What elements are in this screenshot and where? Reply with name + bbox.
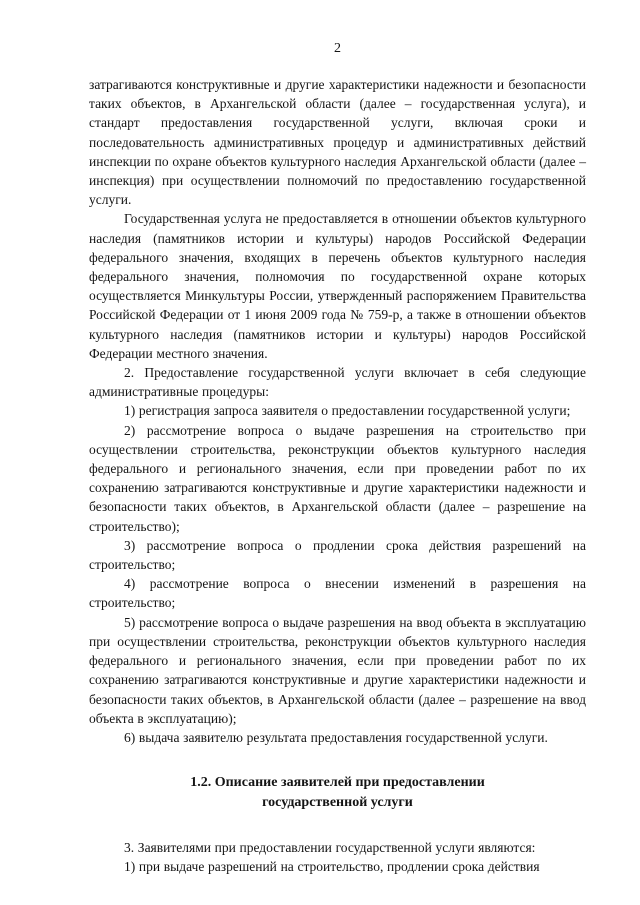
list-item-2: 2) рассмотрение вопроса о выдаче разрешения на строительство при осуществлении строительства, реконструкции объектов культурного наследия федерального и регионального значения, если при проведении работ по их сохранению затрагиваются конструктивные и другие характеристики надежности и безопасности таких объектов, в Архангельской области (далее – разрешение на строительство);: [89, 422, 586, 534]
page-number: 2: [334, 41, 341, 56]
paragraph-not-provided: Государственная услуга не предоставляется в отношении объектов культурного наследия (памятников истории и культуры) народов Российской Федерации федерального значения, входящих в перечень объектов культурного наследия федерального значения, полномочия по государственной охране которых осуществляется Минкультуры России, утвержденный распоряжением Правительства Российской Федерации от 1 июня 2009 года № 759-р, а также в отношении объектов культурного наследия (памятников истории и культуры) народов Российской Федерации местного значения.: [89, 211, 586, 361]
list-item-1: 1) регистрация запроса заявителя о предоставлении государственной услуги;: [124, 403, 571, 419]
paragraph-applicants-item-1: 1) при выдаче разрешений на строительство, продлении срока действия: [124, 859, 540, 875]
list-item-6: 6) выдача заявителю результата предоставления государственной услуги.: [124, 729, 548, 745]
body-text-top: [89, 75, 586, 747]
paragraph-scope-continuation: затрагиваются конструктивные и другие характеристики надежности и безопасности таких объектов, в Архангельской области (далее – государственная услуга), и стандарт предоставления государственной услуги, включая сроки и последовательность административных процедур и административных действий инспекции по охране объектов культурного наследия Архангельской области (далее – инспекция) при осуществлении полномочий по предоставлению государственной услуги.: [89, 77, 586, 208]
paragraph-procedures-intro: 2. Предоставление государственной услуги включает в себя следующие административные процедуры:: [89, 365, 586, 400]
body-text-bottom: [89, 838, 586, 876]
section-heading: [89, 773, 586, 812]
document-page: [89, 40, 586, 877]
section-heading-line-2: государственной услуги: [262, 794, 413, 810]
section-heading-line-1: 1.2. Описание заявителей при предоставлении: [190, 775, 485, 791]
list-item-3: 3) рассмотрение вопроса о продлении срока действия разрешений на строительство;: [89, 537, 586, 573]
list-item-4: 4) рассмотрение вопроса о внесении изменений в разрешения на строительство;: [89, 576, 586, 611]
paragraph-applicants: 3. Заявителями при предоставлении государственной услуги являются:: [124, 840, 536, 856]
list-item-5: 5) рассмотрение вопроса о выдаче разрешения на ввод объекта в эксплуатацию при осуществлении строительства, реконструкции объектов культурного наследия федерального и регионального значения, если при проведении работ по их сохранению затрагиваются конструктивные и другие характеристики надежности и безопасности таких объектов, в Архангельской области (далее – разрешение на ввод объекта в эксплуатацию);: [89, 614, 586, 726]
